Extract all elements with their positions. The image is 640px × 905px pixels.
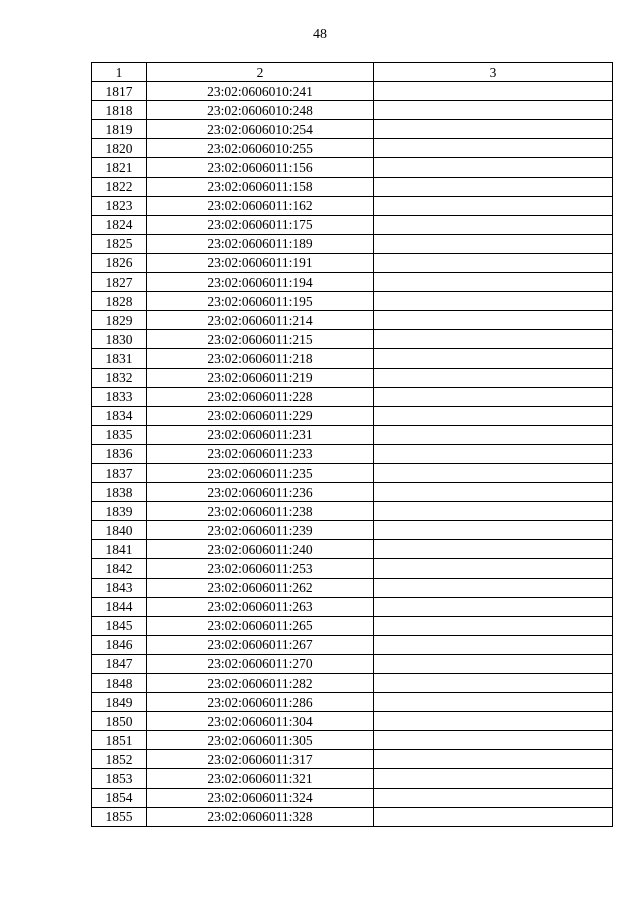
table-row (92, 597, 613, 616)
row-number-cell: 1848 (92, 674, 147, 693)
row-number-cell: 1849 (92, 693, 147, 712)
cadastral-number-cell: 23:02:0606011:175 (147, 215, 374, 234)
table-row (92, 559, 613, 578)
note-cell (374, 616, 613, 635)
table-row (92, 635, 613, 654)
table-row (92, 521, 613, 540)
cadastral-number-cell: 23:02:0606011:229 (147, 406, 374, 425)
cadastral-number-cell: 23:02:0606010:254 (147, 120, 374, 139)
cadastral-number-cell: 23:02:0606011:162 (147, 196, 374, 215)
cadastral-number-cell: 23:02:0606011:218 (147, 349, 374, 368)
cadastral-number-cell: 23:02:0606011:321 (147, 769, 374, 788)
note-cell (374, 158, 613, 177)
row-number-cell: 1817 (92, 82, 147, 101)
note-cell (374, 273, 613, 292)
row-number-cell: 1854 (92, 788, 147, 807)
table-row (92, 234, 613, 253)
table-body (92, 82, 613, 827)
note-cell (374, 578, 613, 597)
cadastral-number-cell: 23:02:0606011:267 (147, 635, 374, 654)
table-row (92, 807, 613, 826)
note-cell (374, 635, 613, 654)
cadastral-number-cell: 23:02:0606011:235 (147, 463, 374, 482)
cadastral-number-cell: 23:02:0606011:158 (147, 177, 374, 196)
row-number-cell: 1826 (92, 253, 147, 272)
row-number-cell: 1829 (92, 311, 147, 330)
table-row (92, 120, 613, 139)
cadastral-number-cell: 23:02:0606011:233 (147, 444, 374, 463)
table-row (92, 712, 613, 731)
note-cell (374, 101, 613, 120)
table-row (92, 616, 613, 635)
note-cell (374, 196, 613, 215)
table-row (92, 540, 613, 559)
table-row (92, 273, 613, 292)
note-cell (374, 139, 613, 158)
row-number-cell: 1824 (92, 215, 147, 234)
table-row (92, 463, 613, 482)
cadastral-number-cell: 23:02:0606011:231 (147, 425, 374, 444)
row-number-cell: 1850 (92, 712, 147, 731)
cadastral-number-cell: 23:02:0606011:262 (147, 578, 374, 597)
cadastral-number-cell: 23:02:0606011:236 (147, 483, 374, 502)
row-number-cell: 1835 (92, 425, 147, 444)
table-row (92, 578, 613, 597)
note-cell (374, 406, 613, 425)
cadastral-number-cell: 23:02:0606011:195 (147, 292, 374, 311)
cadastral-number-cell: 23:02:0606011:191 (147, 253, 374, 272)
row-number-cell: 1830 (92, 330, 147, 349)
note-cell (374, 330, 613, 349)
table-row (92, 674, 613, 693)
cadastral-number-cell: 23:02:0606010:241 (147, 82, 374, 101)
table-row (92, 483, 613, 502)
note-cell (374, 463, 613, 482)
cadastral-number-cell: 23:02:0606011:238 (147, 502, 374, 521)
row-number-cell: 1836 (92, 444, 147, 463)
row-number-cell: 1847 (92, 654, 147, 673)
cadastral-number-cell: 23:02:0606011:214 (147, 311, 374, 330)
cadastral-number-cell: 23:02:0606011:263 (147, 597, 374, 616)
table-row (92, 101, 613, 120)
table-row (92, 368, 613, 387)
table-row (92, 387, 613, 406)
table-header (92, 63, 613, 82)
cadastral-number-cell: 23:02:0606011:265 (147, 616, 374, 635)
table-row (92, 196, 613, 215)
row-number-cell: 1851 (92, 731, 147, 750)
table-row (92, 139, 613, 158)
header-col-2: 2 (147, 63, 374, 82)
note-cell (374, 368, 613, 387)
note-cell (374, 425, 613, 444)
cadastral-number-cell: 23:02:0606011:305 (147, 731, 374, 750)
note-cell (374, 693, 613, 712)
note-cell (374, 712, 613, 731)
note-cell (374, 559, 613, 578)
row-number-cell: 1828 (92, 292, 147, 311)
table-row (92, 654, 613, 673)
note-cell (374, 483, 613, 502)
table-row (92, 788, 613, 807)
table-row (92, 349, 613, 368)
table-row (92, 311, 613, 330)
row-number-cell: 1823 (92, 196, 147, 215)
cadastral-number-cell: 23:02:0606011:194 (147, 273, 374, 292)
row-number-cell: 1852 (92, 750, 147, 769)
note-cell (374, 253, 613, 272)
cadastral-number-cell: 23:02:0606011:286 (147, 693, 374, 712)
note-cell (374, 387, 613, 406)
table-row (92, 253, 613, 272)
row-number-cell: 1825 (92, 234, 147, 253)
note-cell (374, 654, 613, 673)
table-row (92, 82, 613, 101)
table-row (92, 177, 613, 196)
row-number-cell: 1841 (92, 540, 147, 559)
row-number-cell: 1843 (92, 578, 147, 597)
table-row (92, 330, 613, 349)
row-number-cell: 1855 (92, 807, 147, 826)
cadastral-number-cell: 23:02:0606011:156 (147, 158, 374, 177)
row-number-cell: 1853 (92, 769, 147, 788)
cadastral-number-cell: 23:02:0606011:219 (147, 368, 374, 387)
note-cell (374, 674, 613, 693)
cadastral-number-cell: 23:02:0606011:253 (147, 559, 374, 578)
table-row (92, 769, 613, 788)
row-number-cell: 1822 (92, 177, 147, 196)
note-cell (374, 120, 613, 139)
note-cell (374, 234, 613, 253)
note-cell (374, 540, 613, 559)
table-row (92, 158, 613, 177)
row-number-cell: 1818 (92, 101, 147, 120)
row-number-cell: 1838 (92, 483, 147, 502)
note-cell (374, 521, 613, 540)
row-number-cell: 1845 (92, 616, 147, 635)
note-cell (374, 444, 613, 463)
row-number-cell: 1821 (92, 158, 147, 177)
row-number-cell: 1833 (92, 387, 147, 406)
row-number-cell: 1837 (92, 463, 147, 482)
note-cell (374, 769, 613, 788)
row-number-cell: 1840 (92, 521, 147, 540)
note-cell (374, 788, 613, 807)
note-cell (374, 349, 613, 368)
row-number-cell: 1827 (92, 273, 147, 292)
note-cell (374, 807, 613, 826)
cadastral-number-cell: 23:02:0606011:228 (147, 387, 374, 406)
cadastral-number-cell: 23:02:0606011:239 (147, 521, 374, 540)
table-row (92, 693, 613, 712)
row-number-cell: 1846 (92, 635, 147, 654)
cadastral-number-cell: 23:02:0606011:282 (147, 674, 374, 693)
table-row (92, 215, 613, 234)
note-cell (374, 82, 613, 101)
cadastral-number-cell: 23:02:0606011:240 (147, 540, 374, 559)
table-row (92, 502, 613, 521)
cadastral-number-cell: 23:02:0606011:215 (147, 330, 374, 349)
row-number-cell: 1839 (92, 502, 147, 521)
cadastral-number-cell: 23:02:0606011:328 (147, 807, 374, 826)
row-number-cell: 1844 (92, 597, 147, 616)
note-cell (374, 731, 613, 750)
table-row (92, 731, 613, 750)
row-number-cell: 1832 (92, 368, 147, 387)
note-cell (374, 215, 613, 234)
note-cell (374, 502, 613, 521)
table-row (92, 406, 613, 425)
note-cell (374, 311, 613, 330)
registry-table (91, 62, 613, 827)
row-number-cell: 1834 (92, 406, 147, 425)
note-cell (374, 750, 613, 769)
cadastral-number-cell: 23:02:0606011:324 (147, 788, 374, 807)
cadastral-number-cell: 23:02:0606011:304 (147, 712, 374, 731)
row-number-cell: 1831 (92, 349, 147, 368)
table-row (92, 425, 613, 444)
header-col-1: 1 (92, 63, 147, 82)
header-row (92, 63, 613, 82)
table-row (92, 750, 613, 769)
page-number: 48 (313, 27, 327, 42)
note-cell (374, 292, 613, 311)
note-cell (374, 597, 613, 616)
row-number-cell: 1820 (92, 139, 147, 158)
table-row (92, 292, 613, 311)
cadastral-number-cell: 23:02:0606010:248 (147, 101, 374, 120)
table-row (92, 444, 613, 463)
header-col-3: 3 (374, 63, 613, 82)
cadastral-number-cell: 23:02:0606010:255 (147, 139, 374, 158)
cadastral-number-cell: 23:02:0606011:189 (147, 234, 374, 253)
row-number-cell: 1842 (92, 559, 147, 578)
cadastral-number-cell: 23:02:0606011:270 (147, 654, 374, 673)
cadastral-number-cell: 23:02:0606011:317 (147, 750, 374, 769)
note-cell (374, 177, 613, 196)
row-number-cell: 1819 (92, 120, 147, 139)
